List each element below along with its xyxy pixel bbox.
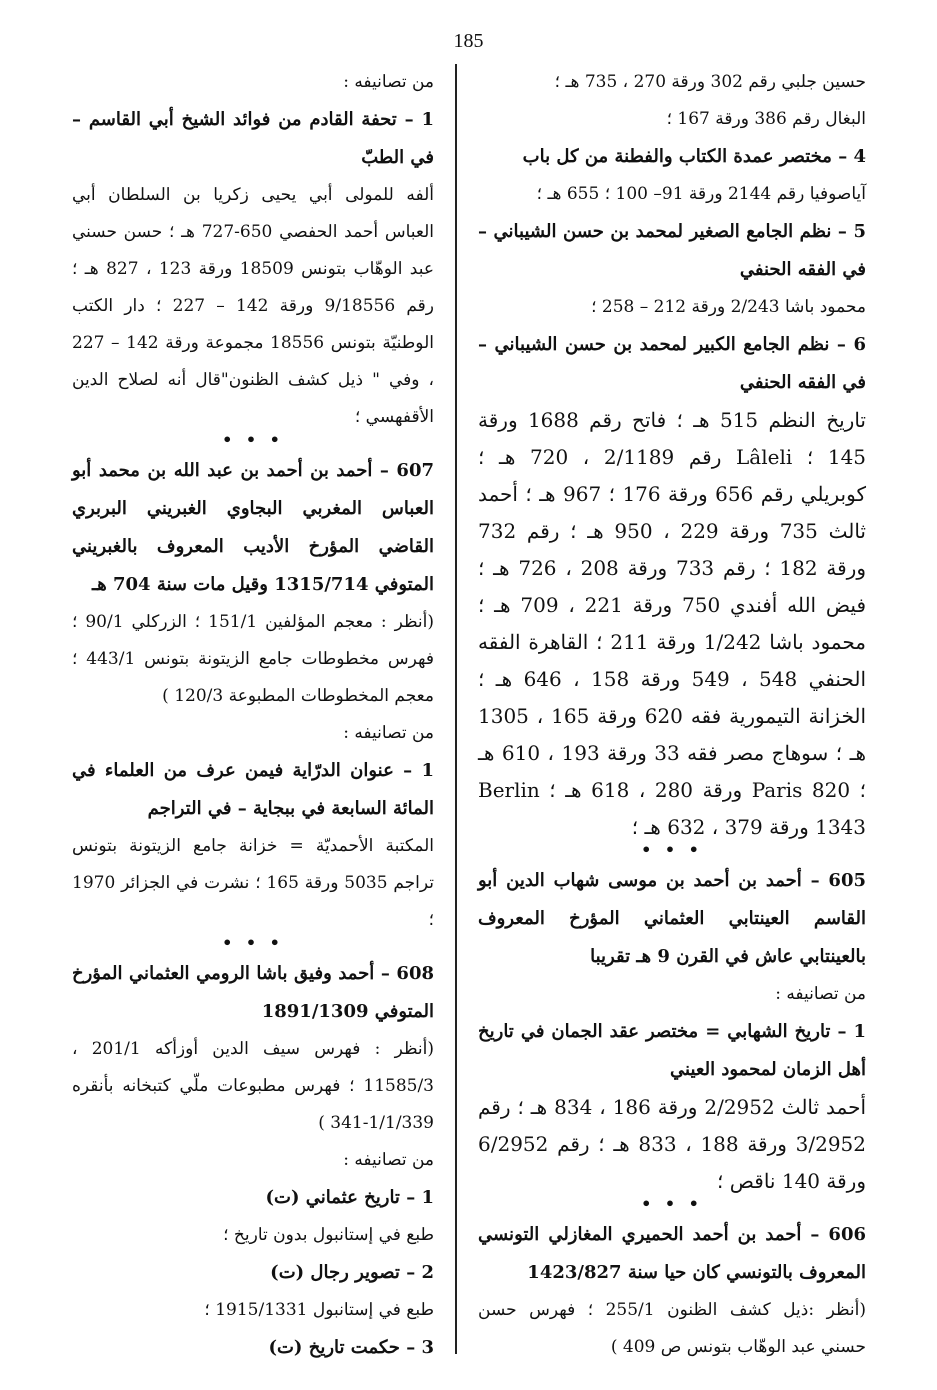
entry-heading: 1 – تاريخ عثماني (ت) bbox=[265, 1187, 434, 1208]
entry-heading: 2 – تصوير رجال (ت) bbox=[270, 1262, 434, 1283]
section-separator: • • • bbox=[222, 933, 284, 952]
entry-heading: 607 – أحمد بن أحمد بن عبد الله بن محمد أبو العباس المغربي البجاوي الغبريني البربري القاضي المؤرخ الأديب المعروف بالغبريني المتوفي 1315/714 وقيل مات سنة 704 هـ bbox=[72, 460, 434, 595]
entry-heading: 5 – نظم الجامع الصغير لمحمد بن حسن الشيباني – في الفقه الحنفي bbox=[478, 221, 866, 280]
paragraph: حسين جلبي رقم 302 ورقة 270 ، 735 هـ ؛ bbox=[554, 72, 866, 92]
paragraph: آياصوفيا رقم 2144 ورقة 91– 100 ؛ 655 هـ ؛ bbox=[536, 184, 866, 204]
paragraph: من تصانيفه : bbox=[343, 1150, 434, 1170]
paragraph: البغال رقم 386 ورقة 167 ؛ bbox=[666, 109, 866, 129]
entry-heading: 4 – مختصر عمدة الكتاب والفطنة من كل باب bbox=[522, 146, 866, 167]
section-separator: • • • bbox=[222, 430, 284, 449]
left-column bbox=[72, 64, 434, 1367]
paragraph: (أنظر :ذيل كشف الظنون 255/1 ؛ فهرس حسن حسني عبد الوهّاب بتونس ص 409 ) bbox=[478, 1300, 866, 1357]
paragraph: المكتبة الأحمديّة = خزانة جامع الزيتونة بتونس تراجم 5035 ورقة 165 ؛ نشرت في الجزائر 1970 ؛ bbox=[72, 836, 435, 930]
entry-heading: 1 – تحفة القادم من فوائد الشيخ أبي القاسم – في الطبّ bbox=[72, 109, 434, 168]
section-separator: • • • bbox=[641, 840, 703, 859]
right-column bbox=[478, 64, 866, 1366]
entry-heading: 1 – عنوان الدرّاية فيمن عرف من العلماء في المائة السابعة في ببجاية – في التراجم bbox=[72, 760, 434, 819]
paragraph: تاريخ النظم 515 هـ ؛ فاتح رقم 1688 ورقة 145 ؛ Lâleli رقم 2/1189 ، 720 هـ ؛ كوبريلي رقم 656 ورقة 176 ؛ 967 هـ ؛ أحمد ثالث 735 ورقة 229 ، 950 هـ ؛ رقم 732 ورقة 182 ؛ رقم 733 ورقة 208 ، 726 هـ ؛ فيض الله أفندي 750 ورقة 221 ، 709 هـ ؛ محمود باشا 1/242 ورقة 211 ؛ القاهرة الفقه الحنفي 548 ، 549 ورقة 158 ، 646 هـ ؛ الخزانة التيمورية فقه 620 ورقة 165 ، 1305 هـ ؛ سوهاج مصر فقه 33 ورقة 193 ، 610 هـ ؛ Paris 820 ورقة 280 ، 618 هـ ؛ Berlin 1343 ورقة 379 ، 632 هـ ؛ bbox=[478, 408, 867, 839]
page-number: 185 bbox=[453, 30, 484, 52]
section-separator: • • • bbox=[641, 1194, 703, 1213]
paragraph: من تصانيفه : bbox=[775, 984, 866, 1004]
paragraph: محمود باشا 2/243 ورقة 212 – 258 ؛ bbox=[591, 297, 866, 317]
entry-heading: 3 – حكمت تاريخ (ت) bbox=[268, 1337, 434, 1358]
entry-heading: 1 – تاريخ الشهابي = مختصر عقد الجمان في تاريخ أهل الزمان لمحمود العيني bbox=[478, 1021, 866, 1080]
paragraph: ألفه للمولى أبي يحيى زكريا بن السلطان أبي العباس أحمد الحفصي 650-727 هـ ؛ حسن حسني عبد الوهّاب بتونس 18509 ورقة 123 ، 827 هـ ؛ رقم 9/18556 ورقة 142 – 227 ؛ دار الكتب الوطنيّة بتونس 18556 مجموعة ورقة 142 – 227 ، وفي " ذيل كشف الظنون"قال أنه لصلاح الدين الأقفهسي ؛ bbox=[72, 185, 435, 427]
paragraph: (أنظر : معجم المؤلفين 151/1 ؛ الزركلي 90/1 ؛ فهرس مخطوطات جامع الزيتونة بتونس 443/1 ؛ معجم المخطوطات المطبوعة 120/3 ) bbox=[72, 612, 435, 706]
column-divider bbox=[455, 64, 457, 1354]
paragraph: طبع في إستانبول بدون تاريخ ؛ bbox=[223, 1225, 434, 1245]
entry-heading: 605 – أحمد بن أحمد بن موسى شهاب الدين أبو القاسم العينتابي العثماني المؤرخ المعروف بالعينتابي عاش في القرن 9 هـ تقريبا bbox=[478, 870, 866, 967]
paragraph: طبع في إستانبول 1915/1331 ؛ bbox=[204, 1300, 434, 1320]
paragraph: (أنظر : فهرس سيف الدين أوزأكه 201/1 ، 11585/3 ؛ فهرس مطبوعات ملّي كتبخانه بأنقره 1/1/339-341 ) bbox=[72, 1039, 434, 1133]
entry-heading: 6 – نظم الجامع الكبير لمحمد بن حسن الشيباني – في الفقه الحنفي bbox=[478, 334, 866, 393]
paragraph: من تصانيفه : bbox=[343, 72, 434, 92]
paragraph: أحمد ثالث 2/2952 ورقة 186 ، 834 هـ ؛ رقم 3/2952 ورقة 188 ، 833 هـ ؛ رقم 6/2952 ورقة 140 ناقص ؛ bbox=[478, 1095, 866, 1193]
entry-heading: 606 – أحمد بن أحمد الحميري المغازلي التونسي المعروف بالتونسي كان حيا سنة 1423/827 bbox=[478, 1224, 866, 1283]
paragraph: من تصانيفه : bbox=[343, 723, 434, 743]
entry-heading: 608 – أحمد وفيق باشا الرومي العثماني المؤرخ المتوفي 1891/1309 bbox=[72, 963, 434, 1022]
